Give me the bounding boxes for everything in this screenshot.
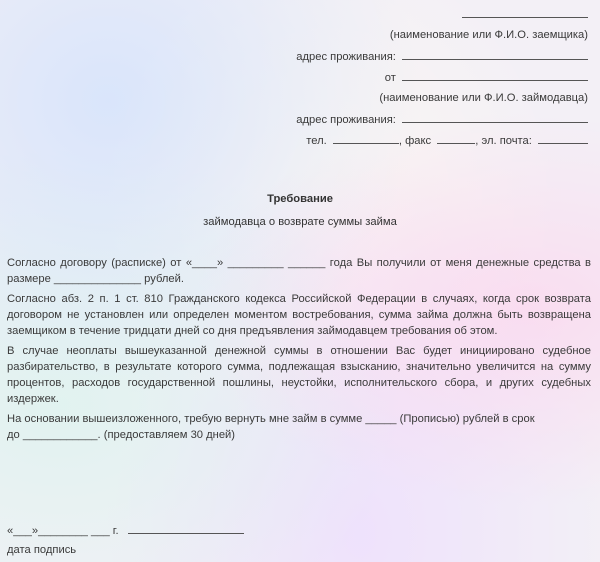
borrower-name-caption: (наименование или Ф.И.О. заемщика) [389,29,588,41]
from-row [230,67,588,88]
paragraph-litigation-warning: В случае неоплаты вышеуказанной денежной суммы в отношении Вас будет инициировано судебное разбирательство, в результате которого сумма, подлежащая взысканию, значительно увеличится на сумму процентов, расходов государственной пошлины, неустойки, исполнительского сбора, и других судебных издержек. [7,345,591,405]
paragraph-loan-contract: Согласно договору (расписке) от «____» _________ ______ года Вы получили от меня денежные средства в размере ______________ рублей. [7,257,591,285]
blank-line [402,67,588,81]
fax-label: , факс [398,135,432,147]
lender-address-label: адрес проживания: [296,114,396,126]
borrower-name-caption-row [230,25,588,46]
demand-body [7,255,591,447]
borrower-address-label: адрес проживания: [296,51,396,63]
contacts-row [230,130,588,151]
borrower-address-row [230,46,588,67]
blank-line [538,130,588,144]
blank-line [462,4,588,18]
lender-address-row [230,109,588,130]
demand-line-1: На основании вышеизложенного, требую вернуть мне займ в сумме _____ (Прописью) рублей в срок [7,413,535,425]
paragraph-legal-basis: Согласно абз. 2 п. 1 ст. 810 Гражданского кодекса Российской Федерации в случаях, когда срок возврата договором не установлен или определен моментом востребования, сумма займа должна быть возвращена заемщиком в течение тридцати дней со дня предъявления займодавцем требования об этом. [7,293,591,337]
addressee-block [230,4,588,151]
document-subtitle: займодавца о возврате суммы займа [203,216,397,228]
from-label: от [384,72,396,84]
borrower-name-line [230,4,588,25]
lender-name-caption: (наименование или Ф.И.О. займодавца) [379,92,588,104]
blank-line [437,130,475,144]
date-sign-label: дата подпись [7,544,77,556]
paragraph-demand [7,411,591,443]
signature-block [7,521,244,560]
lender-name-caption-row [230,88,588,109]
document-title: Требование [267,193,333,205]
blank-line [402,46,588,60]
blank-line [402,109,588,123]
phone-label: тел. [306,135,327,147]
email-label: , эл. почта: [475,135,532,147]
date-line-row [7,521,244,541]
demand-line-2: до ____________. (предоставляем 30 дней) [7,429,236,441]
date-blank: «___»________ ___ г. [7,525,119,537]
blank-line [333,130,399,144]
signature-line [128,521,244,534]
